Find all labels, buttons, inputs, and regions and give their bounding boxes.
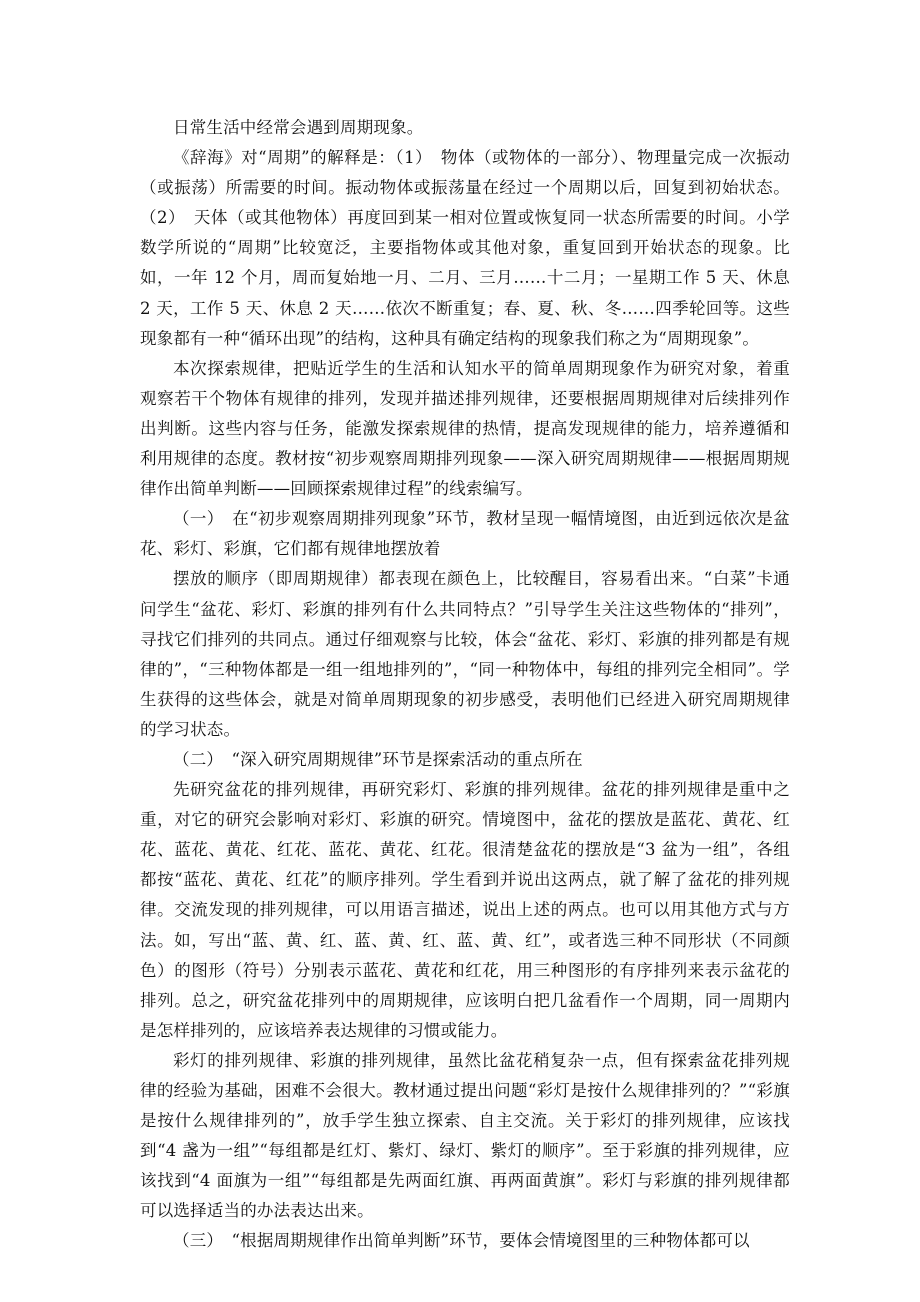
paragraph-exploration-overview: 本次探索规律，把贴近学生的生活和认知水平的简单周期现象作为研究对象，着重观察若干个物体有规律的排列，发现并描述排列规律，还要根据周期规律对后续排列作出判断。这些内容与任务，能激发探索规律的热情，提高发现规律的能力，培养遵循和利用规律的态度。教材按“初步观察周期排列现象——深入研究周期规律——根据周期规律作出简单判断——回顾探索规律过程”的线索编写。 [140, 358, 790, 499]
section-heading-2: （二） “深入研究周期规律”环节是探索活动的重点所在 [173, 749, 583, 769]
section-heading-3: （三） “根据周期规律作出简单判断”环节，要体会情境图里的三种物体都可以 [173, 1231, 750, 1251]
paragraph-flower-pattern: 先研究盆花的排列规律，再研究彩灯、彩旗的排列规律。盆花的排列规律是重中之重，对它的研究会影响对彩灯、彩旗的研究。情境图中，盆花的摆放是蓝花、黄花、红花、蓝花、黄花、红花、蓝花、黄花、红花。很清楚盆花的摆放是“3 盆为一组”，各组都按“蓝花、黄花、红花”的顺序排列。学生看到并说出这两点，就了解了盆花的排列规律。交流发现的排列规律，可以用语言描述，说出上述的两点。也可以用其他方式与方法。如，写出“蓝、黄、红、蓝、黄、红、蓝、黄、红”，或者选三种不同形状（不同颜色）的图形（符号）分别表示蓝花、黄花和红花，用三种图形的有序排列来表示盆花的排列。总之，研究盆花排列中的周期规律，应该明白把几盆看作一个周期，同一周期内是怎样排列的，应该培养表达规律的习惯或能力。 [140, 780, 790, 1040]
paragraph-intro: 日常生活中经常会遇到周期现象。 [173, 118, 424, 137]
section-heading-1: （一） 在“初步观察周期排列现象”环节，教材呈现一幅情境图，由近到远依次是盆花、彩灯、彩旗，它们都有规律地摆放着 [140, 509, 790, 559]
paragraph-arrangement-order: 摆放的顺序（即周期规律）都表现在颜色上，比较醒目，容易看出来。“白菜”卡通问学生“盆花、彩灯、彩旗的排列有什么共同特点？”引导学生关注这些物体的“排列”，寻找它们排列的共同点。通过仔细观察与比较，体会“盆花、彩灯、彩旗的排列都是有规律的”，“三种物体都是一组一组地排列的”，“同一种物体中，每组的排列完全相同”。学生获得的这些体会，就是对简单周期现象的初步感受，表明他们已经进入研究周期规律的学习状态。 [140, 569, 790, 739]
document-body [140, 113, 790, 1257]
paragraph-cihai-definition: 《辞海》对“周期”的解释是：（1） 物体（或物体的一部分）、物理量完成一次振动（或振荡）所需要的时间。振动物体或振荡量在经过一个周期以后，回复到初始状态。（2） 天体（或其他物体）再度回到某一相对位置或恢复同一状态所需要的时间。小学数学所说的“周期”比较宽泛，主要指物体或其他对象，重复回到开始状态的现象。比如，一年 12 个月，周而复始地一月、二月、三月……十二月；一星期工作 5 天、休息 2 天，工作 5 天、休息 2 天……依次不断重复；春、夏、秋、冬……四季轮回等。这些现象都有一种“循环出现”的结构，这种具有确定结构的现象我们称之为“周期现象”。 [140, 148, 790, 348]
paragraph-lights-flags-pattern: 彩灯的排列规律、彩旗的排列规律，虽然比盆花稍复杂一点，但有探索盆花排列规律的经验为基础，困难不会很大。教材通过提出问题“彩灯是按什么规律排列的？”“彩旗是按什么规律排列的”，放手学生独立探索、自主交流。关于彩灯的排列规律，应该找到“4 盏为一组”“每组都是红灯、紫灯、绿灯、紫灯的顺序”。至于彩旗的排列规律，应该找到“4 面旗为一组”“每组都是先两面红旗、再两面黄旗”。彩灯与彩旗的排列规律都可以选择适当的办法表达出来。 [140, 1050, 790, 1221]
